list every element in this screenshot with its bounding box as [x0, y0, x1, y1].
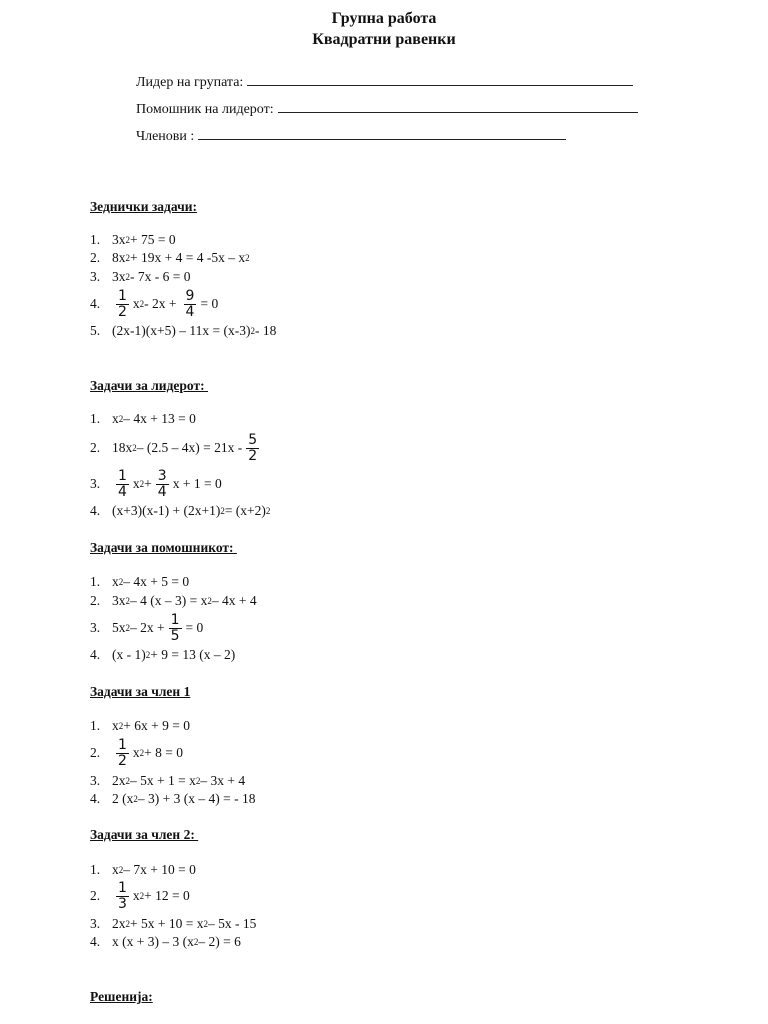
list-item — [90, 467, 222, 501]
fraction — [116, 738, 129, 769]
equation: x (x + 3) – 3 (x 2 – 2) = 6 — [112, 934, 241, 949]
item-number: 2. — [90, 593, 101, 608]
fraction — [116, 881, 129, 912]
equation: 3x 2 – 4 (x – 3) = x 2 – 4x + 4 — [112, 593, 257, 608]
denominator: 4 — [118, 483, 127, 500]
page-subtitle: Квадратни равенки — [312, 31, 456, 48]
list-item — [90, 879, 190, 913]
section-heading-assistant: Задачи за помошникот: — [90, 540, 237, 555]
item-number: 3. — [90, 620, 101, 635]
numerator: 1 — [118, 879, 127, 896]
denominator: 5 — [170, 627, 180, 644]
denominator: 4 — [185, 303, 195, 320]
denominator: 3 — [118, 895, 127, 912]
list-item — [90, 611, 203, 645]
list-item — [90, 268, 190, 286]
equation-part: + 6x + 9 = 0 — [123, 718, 190, 733]
section-heading-solutions: Решенија: — [90, 989, 153, 1004]
numerator: 5 — [248, 431, 258, 448]
item-number: 2. — [90, 250, 101, 265]
assistant-field — [136, 100, 638, 118]
equation-part: 2 (x — [112, 791, 134, 806]
numerator: 1 — [118, 287, 127, 304]
equation-part: + 19x + 4 = 4 -5x – x — [130, 250, 246, 265]
members-field-line[interactable] — [198, 127, 566, 140]
item-number: 3. — [90, 269, 101, 284]
fraction — [184, 289, 197, 320]
equation: 5x 2 – 2x + $\frac{1}{5}$ = 0 — [112, 611, 204, 644]
equation-part: 3x — [112, 269, 126, 284]
equation: (x+3)(x-1) + (2x+1) 2 = (x+2) 2 — [112, 503, 271, 518]
page-title: Групна работа — [331, 10, 437, 27]
equation-part: - 7x - 6 = 0 — [130, 269, 191, 284]
list-item — [90, 573, 189, 591]
equation: x 2 – 7x + 10 = 0 — [112, 862, 196, 877]
equation: 8x 2 + 19x + 4 = 4 -5x – x 2 — [112, 250, 250, 265]
item-number: 3. — [90, 773, 101, 788]
item-number: 2. — [90, 888, 101, 903]
equation-part: 2x — [112, 916, 126, 931]
equation-part: – 3) + 3 (x – 4) = - 18 — [137, 791, 256, 806]
equation: $\frac{1}{2}$ x 2 + 8 = 0 — [118, 736, 184, 769]
equation: 3x 2 + 75 = 0 — [112, 232, 176, 247]
equation-part: 3x — [112, 232, 126, 247]
list-item — [90, 933, 241, 951]
equation-part: x — [112, 718, 119, 733]
list-item — [90, 322, 276, 340]
numerator: 1 — [170, 611, 180, 628]
numerator: 1 — [118, 736, 127, 753]
leader-field-label: Лидер на групата: — [136, 75, 244, 90]
equation-part: – 4x + 13 = 0 — [123, 411, 196, 426]
equation-part: – (2.5 – 4x) = 21x - — [136, 440, 243, 455]
equation-part: – 4x + 4 — [211, 593, 257, 608]
equation-part: – 5x + 1 = x — [130, 773, 196, 788]
equation: $\frac{1}{2}$ x 2 - 2x + $\frac{9}{4}$ = 0 — [118, 287, 219, 320]
equation: 18x 2 – (2.5 – 4x) = 21x - $\frac{5}{2}$ — [112, 431, 258, 464]
item-number: 4. — [90, 934, 101, 949]
equation-part: x — [112, 411, 119, 426]
equation-part: – 7x + 10 = 0 — [123, 862, 196, 877]
equation-part: – 5x - 15 — [207, 916, 257, 931]
assistant-field-line[interactable] — [278, 100, 638, 113]
equation-part: = 0 — [200, 296, 219, 311]
equation-part: 2x — [112, 773, 126, 788]
list-item — [90, 772, 245, 790]
equation-part: = (x+2) — [224, 503, 266, 518]
list-item — [90, 592, 257, 610]
list-item — [90, 717, 190, 735]
item-number: 1. — [90, 232, 101, 247]
fraction — [156, 469, 169, 500]
item-number: 5. — [90, 323, 101, 338]
assistant-field-label: Помошник на лидерот: — [136, 102, 274, 117]
equation: 2x 2 + 5x + 10 = x 2 – 5x - 15 — [112, 916, 257, 931]
list-item — [90, 736, 183, 770]
denominator: 2 — [248, 447, 258, 464]
equation-part: - 2x + — [144, 296, 177, 311]
section-heading-leader: Задачи за лидерот: — [90, 378, 208, 393]
section-heading-member1: Задачи за член 1 — [90, 684, 191, 699]
numerator: 3 — [157, 467, 167, 484]
item-number: 1. — [90, 718, 101, 733]
equation-part: 5x — [112, 620, 126, 635]
list-item — [90, 861, 196, 879]
list-item — [90, 249, 250, 267]
item-number: 1. — [90, 411, 101, 426]
section-heading-member2: Задачи за член 2: — [90, 827, 199, 842]
item-number: 3. — [90, 916, 101, 931]
equation-part: + 9 = 13 (x – 2) — [150, 647, 236, 662]
equation: $\frac{1}{3}$ x 2 + 12 = 0 — [118, 879, 190, 912]
item-number: 4. — [90, 296, 101, 311]
item-number: 2. — [90, 745, 101, 760]
equation-part: 3x — [112, 593, 126, 608]
list-item — [90, 646, 235, 664]
equation: (x - 1) 2 + 9 = 13 (x – 2) — [112, 647, 236, 662]
equation-part: (2x-1)(x+5) – 11x = (x-3) — [112, 323, 251, 338]
fraction — [116, 289, 129, 320]
equation-part: + 12 = 0 — [144, 888, 190, 903]
leader-field-line[interactable] — [247, 73, 633, 86]
equation: x 2 + 6x + 9 = 0 — [112, 718, 190, 733]
equation-part: x — [132, 888, 140, 903]
members-field-label: Членови : — [136, 129, 195, 144]
list-item — [90, 502, 270, 520]
equation-part: + 5x + 10 = x — [130, 916, 204, 931]
list-item — [90, 231, 176, 249]
numerator: 9 — [185, 287, 195, 304]
list-item — [90, 790, 255, 808]
equation-part: + 75 = 0 — [130, 232, 176, 247]
equation: $\frac{1}{4}$ x 2 + $\frac{3}{4}$ x + 1 = 0 — [118, 467, 222, 500]
equation-part: - 18 — [254, 323, 277, 338]
item-number: 3. — [90, 476, 101, 491]
equation-part: (x - 1) — [112, 647, 146, 662]
item-number: 1. — [90, 574, 101, 589]
equation: 3x 2 - 7x - 6 = 0 — [112, 269, 191, 284]
equation-part: x — [132, 745, 140, 760]
equation-part: x + 1 = 0 — [172, 476, 222, 491]
list-item — [90, 410, 196, 428]
equation: x 2 – 4x + 13 = 0 — [112, 411, 196, 426]
denominator: 4 — [157, 483, 167, 500]
section-heading-common: Зеднички задачи: — [90, 199, 197, 214]
numerator: 1 — [118, 467, 127, 484]
fraction — [169, 613, 182, 644]
item-number: 1. — [90, 862, 101, 877]
item-number: 2. — [90, 440, 101, 455]
equation-part: (x+3)(x-1) + (2x+1) — [112, 503, 221, 518]
equation-part: x — [112, 862, 119, 877]
equation-part: – 4 (x – 3) = x — [130, 593, 208, 608]
list-item — [90, 287, 218, 321]
denominator: 2 — [118, 303, 127, 320]
equation-part: – 2) = 6 — [198, 934, 241, 949]
equation-part: 18x — [112, 440, 133, 455]
equation-part: + 8 = 0 — [144, 745, 184, 760]
equation-part: – 2x + — [130, 620, 165, 635]
equation: 2 (x 2 – 3) + 3 (x – 4) = - 18 — [112, 791, 256, 806]
list-item — [90, 431, 263, 465]
equation-part: x — [132, 476, 140, 491]
equation-part: 8x — [112, 250, 126, 265]
equation-part: x — [132, 296, 140, 311]
equation-part: – 3x + 4 — [200, 773, 246, 788]
equation-part: = 0 — [185, 620, 204, 635]
equation-part: x (x + 3) – 3 (x — [112, 934, 194, 949]
members-field — [136, 127, 566, 145]
item-number: 4. — [90, 647, 101, 662]
fraction — [116, 469, 129, 500]
equation: (2x-1)(x+5) – 11x = (x-3) 2 - 18 — [112, 323, 277, 338]
equation-part: x — [112, 574, 119, 589]
equation: 2x 2 – 5x + 1 = x 2 – 3x + 4 — [112, 773, 246, 788]
list-item — [90, 915, 256, 933]
item-number: 4. — [90, 791, 101, 806]
denominator: 2 — [118, 752, 127, 769]
equation: x 2 – 4x + 5 = 0 — [112, 574, 190, 589]
equation-part: + — [144, 476, 152, 491]
fraction — [246, 433, 259, 464]
equation-part: – 4x + 5 = 0 — [123, 574, 190, 589]
item-number: 4. — [90, 503, 101, 518]
leader-field — [136, 73, 633, 91]
